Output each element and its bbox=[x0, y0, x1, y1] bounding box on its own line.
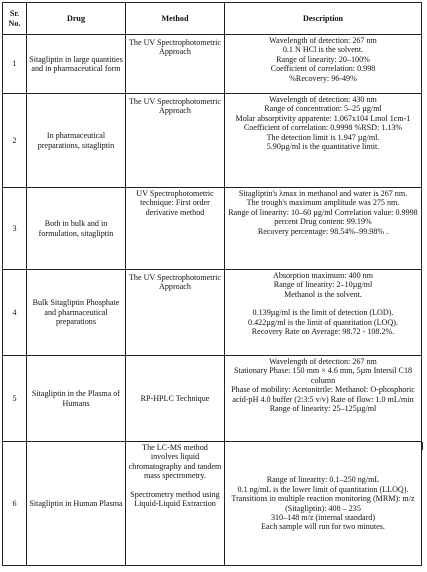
description-line: Recovery percentage: 98.54%–99.98% . bbox=[257, 226, 389, 236]
row-description bbox=[225, 356, 422, 442]
row-description bbox=[225, 35, 422, 94]
row-drug: Bulk Sitagliptin Phosphate and pharmaceutical preparations bbox=[27, 270, 126, 356]
row-sr-number: 3 bbox=[3, 188, 27, 270]
table-row bbox=[3, 94, 422, 188]
description-line: Molar absorptivity apparente: 1.067x104 Lmol 1cm-1 bbox=[235, 113, 411, 123]
description-line: The trough's maximum amplitude was 275 nm. bbox=[246, 198, 400, 208]
row-drug: In pharmaceutical preparations, sitagliptin bbox=[27, 94, 126, 188]
row-sr-number: 6 bbox=[3, 442, 27, 566]
description-line: Range of linearity: 20–100% bbox=[276, 54, 370, 64]
row-method: The UV Spectrophotometric Approach bbox=[126, 35, 225, 94]
description-line: Recovery Rate on Average: 98.72 - 108.2%. bbox=[251, 327, 395, 337]
row-sr-number: 5 bbox=[3, 356, 27, 442]
description-line: 0.422µg/ml is the limit of quantitation (LOQ). bbox=[248, 317, 398, 327]
description-line: 0.139µg/ml is the limit of detection (LOD). bbox=[252, 308, 394, 318]
description-line: Coefficient of correlation: 0.998 bbox=[270, 64, 376, 74]
text-cursor bbox=[422, 442, 423, 450]
row-method: RP-HPLC Technique bbox=[126, 356, 225, 442]
description-line: Range of concentration: 5–25 µg/ml bbox=[264, 104, 382, 114]
table-row bbox=[3, 356, 422, 442]
description-line: Stationary Phase: 150 mm × 4.6 mm, 5µm Intersil C18 column bbox=[233, 366, 413, 385]
description-line: %Recovery: 96-49% bbox=[289, 73, 357, 83]
row-description bbox=[225, 442, 422, 566]
header-drug: Drug bbox=[27, 3, 126, 35]
header-method: Method bbox=[126, 3, 225, 35]
description-line: 0.1 N HCl is the solvent. bbox=[282, 45, 364, 55]
description-line: Range of linearity: 2–10µg/ml bbox=[273, 280, 373, 290]
header-description: Description bbox=[225, 3, 422, 35]
description-line: Phase of mobility: Acetonitrile: Methanol: O-phosphoric acid-pH 4.0 buffer (2:3:5 v/v) Rate of flow: 1.0 mL/min bbox=[231, 385, 415, 404]
method-comparison-table bbox=[2, 2, 422, 566]
row-description bbox=[225, 188, 422, 270]
row-method: UV Spectrophotometric technique: First order derivative method bbox=[126, 188, 225, 270]
description-line: Wavelength of detection: 267 nm bbox=[269, 36, 377, 45]
method-line: The LC-MS method involves liquid chromatography and tandem mass spectrometry. bbox=[128, 443, 222, 481]
row-sr-number: 2 bbox=[3, 94, 27, 188]
description-line: Wavelength of detection: 267 nm bbox=[269, 357, 377, 366]
row-drug: Sitagliptin in the Plasma of Humans bbox=[27, 356, 126, 442]
description-line: Sitagliptin's λmax in methanol and water is 267 nm. bbox=[238, 189, 408, 198]
description-spacer bbox=[227, 299, 419, 308]
row-description bbox=[225, 94, 422, 188]
row-method: The UV Spectrophotometric Approach bbox=[126, 94, 225, 188]
table-row bbox=[3, 188, 422, 270]
row-method: The UV Spectrophotometric Approach bbox=[126, 270, 225, 356]
description-line: Absorption maximum: 400 nm bbox=[272, 271, 374, 280]
row-drug: Sitagliptin in Human Plasma bbox=[27, 442, 126, 566]
description-line: Methanol is the solvent. bbox=[284, 289, 362, 299]
description-line: The detection limit is 1.947 µg/ml. bbox=[266, 132, 380, 142]
row-sr-number: 1 bbox=[3, 35, 27, 94]
table-row bbox=[3, 270, 422, 356]
header-sr-no: Sr. No. bbox=[3, 3, 27, 35]
row-drug: Both in bulk and in formulation, sitagliptin bbox=[27, 188, 126, 270]
method-line: Spectrometry method using Liquid-Liquid Extraction bbox=[130, 489, 220, 509]
method-spacer bbox=[128, 481, 222, 490]
description-line: Wavelength of detection: 430 nm bbox=[269, 95, 377, 104]
description-line: Range of linearity: 0.1–250 ng/mL bbox=[266, 475, 380, 485]
description-line: 310–148 m/z (internal standard) bbox=[270, 512, 376, 522]
description-line: Each sample will run for two minutes. bbox=[261, 522, 385, 532]
table-header-row bbox=[3, 3, 422, 35]
description-line: Coefficient of correlation: 0.9998 %RSD: 1.13% bbox=[243, 123, 403, 133]
description-line: 0.1 ng/mL is the lower limit of quantitation (LLOQ). Transitions in multiple reaction monitoring (MRM): m/z (Sitagliptin): 408 – 235 bbox=[231, 484, 415, 513]
row-method bbox=[126, 442, 225, 566]
description-line: 5.90µg/ml is the quantitative limit. bbox=[266, 142, 380, 152]
row-description bbox=[225, 270, 422, 356]
row-sr-number: 4 bbox=[3, 270, 27, 356]
table-row bbox=[3, 442, 422, 566]
description-line: Range of linearity: 10–60 µg/ml Correlation value: 0.9998 percent Drug content: 99.19% bbox=[228, 207, 418, 227]
row-drug: Sitagliptin in large quantities and in pharmaceutical form bbox=[27, 35, 126, 94]
description-line: Range of linearity: 25–125µg/ml bbox=[269, 404, 377, 414]
table-row bbox=[3, 35, 422, 94]
